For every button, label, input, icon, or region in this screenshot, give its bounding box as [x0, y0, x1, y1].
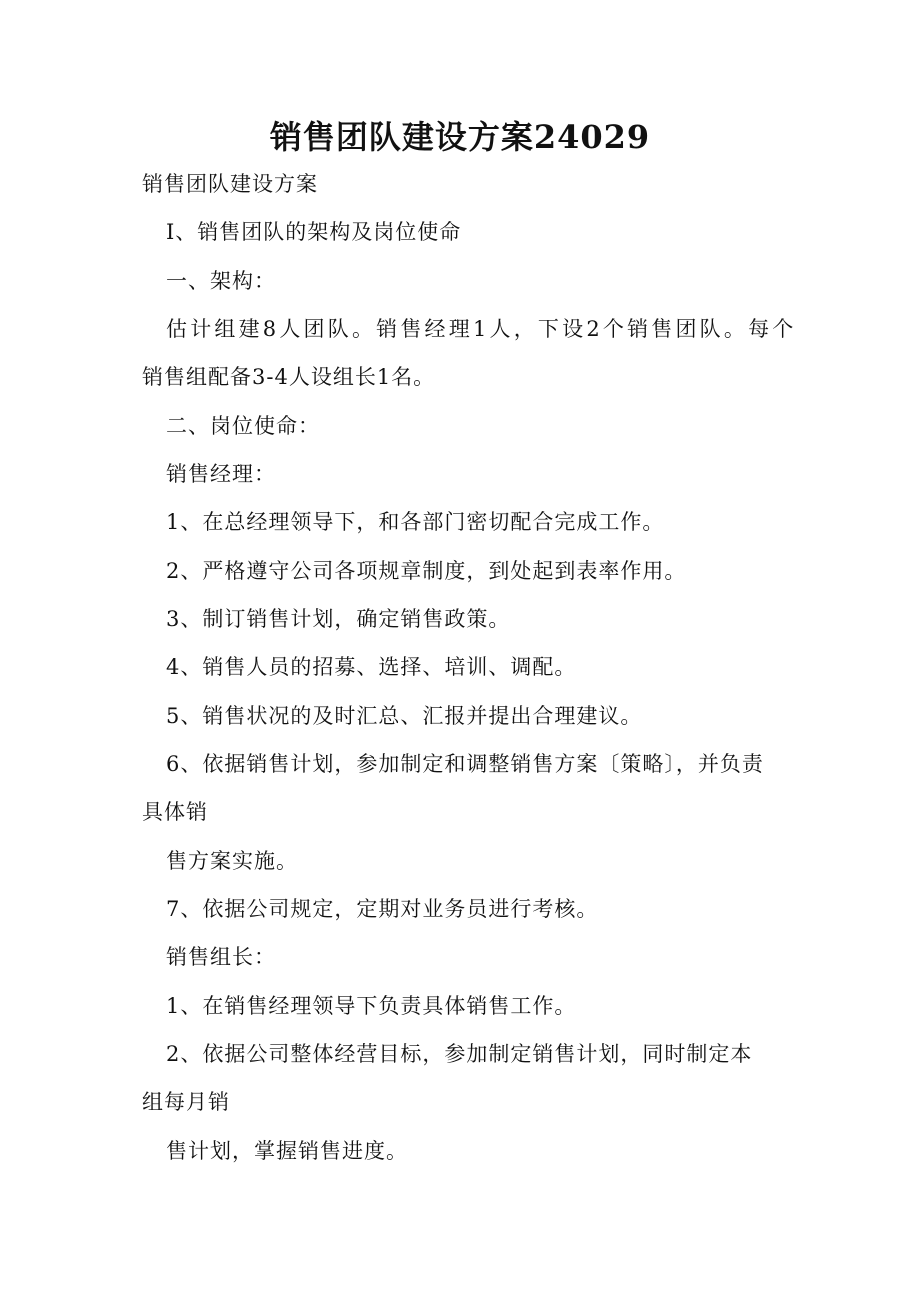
list-item-continuation: 售计划，掌握销售进度。 — [166, 1139, 408, 1163]
list-item: 6、依据销售计划，参加制定和调整销售方案〔策略〕，并负责 — [166, 752, 764, 776]
list-item-continuation: 具体销 — [142, 800, 208, 824]
list-item-continuation: 组每月销 — [142, 1090, 230, 1114]
list-item: 2、依据公司整体经营目标，参加制定销售计划，同时制定本 — [166, 1042, 753, 1066]
heading-structure: 一、架构： — [166, 269, 276, 293]
list-item: 5、销售状况的及时汇总、汇报并提出合理建议。 — [166, 704, 643, 728]
list-item: 7、依据公司规定，定期对业务员进行考核。 — [166, 897, 599, 921]
list-item-continuation: 售方案实施。 — [166, 849, 298, 873]
paragraph-line: 估计组建8人团队。销售经理1人，下设2个销售团队。每个 — [166, 317, 797, 341]
list-item: 3、制订销售计划，确定销售政策。 — [166, 607, 511, 631]
role-heading: 销售组长： — [166, 945, 276, 969]
heading-mission: 二、岗位使命： — [166, 414, 320, 438]
list-item: 4、销售人员的招募、选择、培训、调配。 — [166, 655, 577, 679]
document-title: 销售团队建设方案24029 — [269, 118, 651, 156]
role-heading: 销售经理： — [166, 462, 276, 486]
subtitle-line: 销售团队建设方案 — [142, 172, 318, 196]
list-item: 1、在销售经理领导下负责具体销售工作。 — [166, 994, 577, 1018]
list-item: 1、在总经理领导下，和各部门密切配合完成工作。 — [166, 510, 665, 534]
paragraph-line: 销售组配备3-4人设组长1名。 — [142, 365, 436, 389]
list-item: 2、严格遵守公司各项规章制度，到处起到表率作用。 — [166, 559, 687, 583]
section-heading: Ⅰ、销售团队的架构及岗位使命 — [166, 220, 462, 244]
